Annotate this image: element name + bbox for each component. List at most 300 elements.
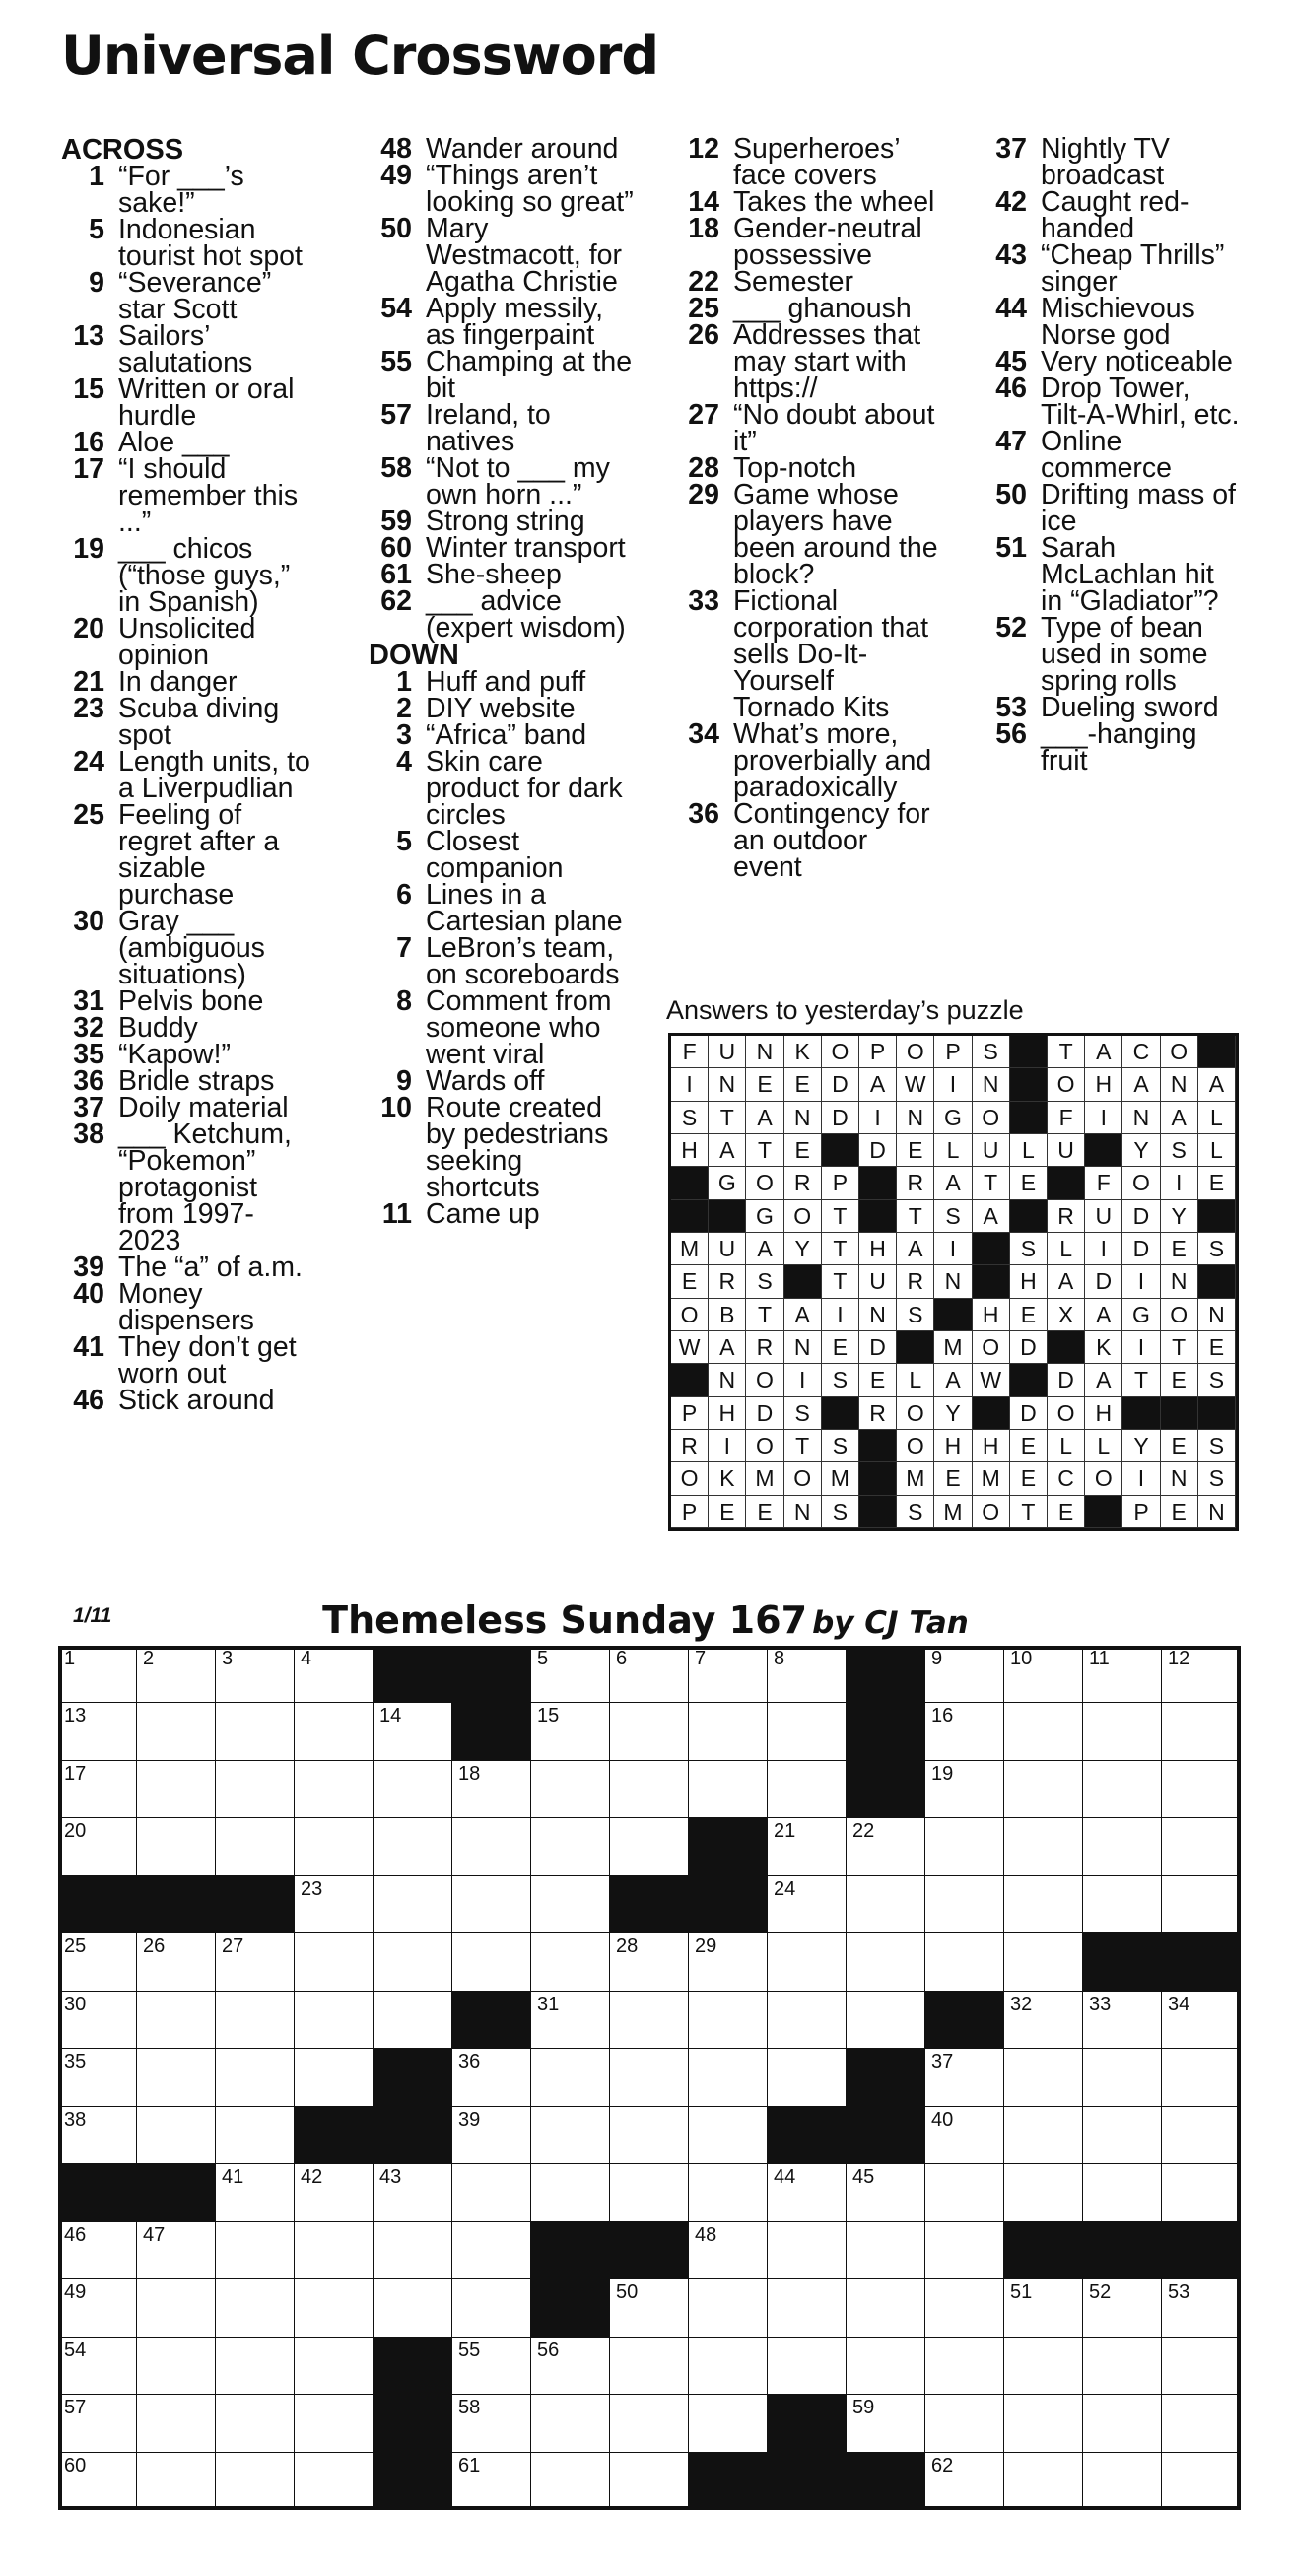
- clue-number: 56: [995, 718, 1027, 750]
- grid-cell[interactable]: [847, 1876, 925, 1933]
- grid-cell[interactable]: [216, 1703, 295, 1760]
- answer-letter: P: [859, 1036, 897, 1068]
- grid-cell[interactable]: [58, 2338, 137, 2395]
- clue-number: 37: [73, 1092, 104, 1123]
- grid-cell[interactable]: [58, 2395, 137, 2452]
- clue-text: She-sheep: [426, 559, 562, 590]
- grid-cell[interactable]: [1083, 1761, 1162, 1818]
- grid-cell[interactable]: [1004, 1818, 1083, 1875]
- clue-number: 17: [73, 453, 104, 485]
- grid-cell[interactable]: [295, 2222, 374, 2279]
- black-square: [610, 2222, 689, 2279]
- grid-cell[interactable]: [610, 2164, 689, 2221]
- cell-number: 30: [64, 1993, 87, 2015]
- cell-number: 6: [616, 1648, 628, 1669]
- clue-text: “I should remember this ...”: [118, 453, 299, 538]
- clue-item: [369, 1198, 635, 1230]
- clue-number: 31: [73, 985, 104, 1017]
- clue-item: [369, 1092, 635, 1203]
- grid-cell[interactable]: [452, 2049, 531, 2106]
- grid-cell[interactable]: [531, 1646, 610, 1703]
- answer-letter: G: [746, 1200, 783, 1233]
- answer-letter: E: [784, 1134, 822, 1167]
- clue-item: [61, 1254, 312, 1281]
- grid-cell[interactable]: [58, 1992, 137, 2049]
- grid-cell[interactable]: [689, 1761, 768, 1818]
- grid-cell[interactable]: [610, 1933, 689, 1991]
- grid-cell[interactable]: [925, 1761, 1004, 1818]
- cell-number: 32: [1010, 1993, 1033, 2015]
- cell-number: 35: [64, 2051, 87, 2073]
- grid-cell[interactable]: [452, 2338, 531, 2395]
- grid-cell[interactable]: [1004, 1933, 1083, 1991]
- grid-cell[interactable]: [531, 1992, 610, 2049]
- grid-cell[interactable]: [531, 1933, 610, 1991]
- clue-number: 51: [995, 532, 1027, 564]
- grid-cell[interactable]: [216, 2453, 295, 2510]
- answer-black-square: [1161, 1397, 1198, 1430]
- grid-cell[interactable]: [374, 1761, 452, 1818]
- grid-cell[interactable]: [452, 2453, 531, 2510]
- grid-cell[interactable]: [295, 1876, 374, 1933]
- grid-cell[interactable]: [137, 1703, 216, 1760]
- grid-cell[interactable]: [216, 2279, 295, 2337]
- grid-cell[interactable]: [295, 2279, 374, 2337]
- answer-letter: Y: [784, 1233, 822, 1265]
- grid-cell[interactable]: [452, 2107, 531, 2164]
- grid-cell[interactable]: [531, 2453, 610, 2510]
- grid-cell[interactable]: [689, 1933, 768, 1991]
- grid-cell[interactable]: [216, 1992, 295, 2049]
- grid-cell[interactable]: [1004, 2279, 1083, 2337]
- answer-letter: D: [822, 1102, 859, 1134]
- grid-cell[interactable]: [1162, 2164, 1241, 2221]
- answer-black-square: [1122, 1397, 1160, 1430]
- grid-cell[interactable]: [1162, 2395, 1241, 2452]
- answer-letter: H: [1010, 1265, 1048, 1298]
- grid-cell[interactable]: [1004, 2453, 1083, 2510]
- clue-text: Online commerce: [1041, 426, 1173, 484]
- grid-cell[interactable]: [925, 1933, 1004, 1991]
- page-title: Universal Crossword: [61, 25, 659, 87]
- grid-cell[interactable]: [768, 1876, 847, 1933]
- clue-text: Route created by pedestrians seeking shortcuts: [426, 1092, 609, 1203]
- grid-cell[interactable]: [768, 1992, 847, 2049]
- grid-cell[interactable]: [925, 1703, 1004, 1760]
- answer-letter: T: [1161, 1331, 1198, 1364]
- answer-black-square: [1198, 1397, 1236, 1430]
- clue-column-4: [984, 133, 1242, 777]
- grid-cell[interactable]: [216, 1818, 295, 1875]
- grid-cell[interactable]: [847, 2164, 925, 2221]
- grid-cell[interactable]: [374, 1703, 452, 1760]
- grid-cell[interactable]: [1083, 2453, 1162, 2510]
- clue-item: [369, 133, 635, 165]
- answer-letter: N: [784, 1331, 822, 1364]
- grid-cell[interactable]: [58, 1761, 137, 1818]
- grid-cell[interactable]: [610, 2049, 689, 2106]
- grid-cell[interactable]: [137, 1646, 216, 1703]
- grid-cell[interactable]: [137, 2049, 216, 2106]
- grid-cell[interactable]: [374, 1933, 452, 1991]
- answer-black-square: [1198, 1036, 1236, 1068]
- grid-cell[interactable]: [531, 2164, 610, 2221]
- clue-item: [676, 213, 942, 271]
- grid-cell[interactable]: [452, 1818, 531, 1875]
- grid-cell[interactable]: [295, 2453, 374, 2510]
- grid-cell[interactable]: [295, 2049, 374, 2106]
- answer-letter: N: [784, 1496, 822, 1528]
- grid-cell[interactable]: [1004, 1992, 1083, 2049]
- clue-item: [61, 1121, 312, 1254]
- grid-cell[interactable]: [295, 2395, 374, 2452]
- grid-cell[interactable]: [925, 2049, 1004, 2106]
- grid-cell[interactable]: [1083, 1992, 1162, 2049]
- grid-cell[interactable]: [1083, 2338, 1162, 2395]
- grid-cell[interactable]: [610, 1761, 689, 1818]
- grid-cell[interactable]: [1083, 1818, 1162, 1875]
- grid-cell[interactable]: [925, 1646, 1004, 1703]
- grid-cell[interactable]: [1004, 2107, 1083, 2164]
- clue-text: In danger: [118, 666, 238, 698]
- clue-item: [61, 693, 312, 751]
- clue-text: Winter transport: [426, 532, 626, 564]
- grid-cell[interactable]: [925, 2279, 1004, 2337]
- grid-cell[interactable]: [1083, 2107, 1162, 2164]
- grid-cell[interactable]: [137, 2338, 216, 2395]
- grid-cell[interactable]: [531, 2338, 610, 2395]
- grid-cell[interactable]: [1162, 2338, 1241, 2395]
- grid-cell[interactable]: [374, 1818, 452, 1875]
- grid-cell[interactable]: [610, 1703, 689, 1760]
- grid-cell[interactable]: [58, 1646, 137, 1703]
- grid-cell[interactable]: [689, 2395, 768, 2452]
- grid-cell[interactable]: [58, 2107, 137, 2164]
- grid-cell[interactable]: [531, 1703, 610, 1760]
- grid-cell[interactable]: [610, 2453, 689, 2510]
- grid-cell[interactable]: [452, 1933, 531, 1991]
- grid-cell[interactable]: [295, 1761, 374, 1818]
- grid-cell[interactable]: [689, 2164, 768, 2221]
- clue-number: 3: [396, 719, 412, 751]
- answer-letter: D: [859, 1331, 897, 1364]
- grid-cell[interactable]: [925, 2107, 1004, 2164]
- grid-cell[interactable]: [768, 1933, 847, 1991]
- grid-cell[interactable]: [374, 2222, 452, 2279]
- grid-cell[interactable]: [847, 2338, 925, 2395]
- grid-cell[interactable]: [1004, 1646, 1083, 1703]
- grid-cell[interactable]: [925, 2164, 1004, 2221]
- clue-number: 38: [73, 1119, 104, 1150]
- grid-cell[interactable]: [689, 2222, 768, 2279]
- grid-cell[interactable]: [1083, 1646, 1162, 1703]
- grid-cell[interactable]: [1162, 1761, 1241, 1818]
- grid-cell[interactable]: [768, 1646, 847, 1703]
- clue-item: [61, 453, 312, 538]
- grid-cell[interactable]: [610, 2395, 689, 2452]
- grid-cell[interactable]: [531, 2395, 610, 2452]
- grid-cell[interactable]: [689, 2279, 768, 2337]
- answer-letter: U: [1048, 1134, 1085, 1167]
- clue-item: [984, 346, 1242, 377]
- answer-letter: I: [709, 1430, 746, 1462]
- grid-cell[interactable]: [768, 2279, 847, 2337]
- clue-item: [369, 826, 635, 884]
- grid-cell[interactable]: [295, 2164, 374, 2221]
- grid-cell[interactable]: [925, 2395, 1004, 2452]
- grid-cell[interactable]: [925, 2222, 1004, 2279]
- clue-text: Skin care product for dark circles: [426, 746, 623, 831]
- grid-cell[interactable]: [610, 2279, 689, 2337]
- grid-cell[interactable]: [137, 2395, 216, 2452]
- grid-cell[interactable]: [137, 2453, 216, 2510]
- grid-cell[interactable]: [58, 1703, 137, 1760]
- grid-cell[interactable]: [216, 1646, 295, 1703]
- grid-cell[interactable]: [768, 2049, 847, 2106]
- grid-cell[interactable]: [452, 1876, 531, 1933]
- grid-cell[interactable]: [847, 1933, 925, 1991]
- grid-cell[interactable]: [137, 1992, 216, 2049]
- grid-cell[interactable]: [295, 1646, 374, 1703]
- grid-cell[interactable]: [374, 1992, 452, 2049]
- grid-cell[interactable]: [847, 2279, 925, 2337]
- grid-cell[interactable]: [1162, 1992, 1241, 2049]
- answer-letter: O: [746, 1167, 783, 1199]
- grid-cell[interactable]: [452, 2164, 531, 2221]
- answer-letter: L: [897, 1364, 934, 1396]
- clue-number: 10: [380, 1092, 412, 1123]
- grid-cell[interactable]: [1004, 1761, 1083, 1818]
- grid-cell[interactable]: [1162, 1703, 1241, 1760]
- grid-cell[interactable]: [1083, 2164, 1162, 2221]
- grid-cell[interactable]: [768, 1818, 847, 1875]
- grid-cell[interactable]: [58, 1933, 137, 1991]
- clue-text: Mischievous Norse god: [1041, 293, 1195, 351]
- clue-text: ___ advice (expert wisdom): [426, 585, 626, 644]
- grid-cell[interactable]: [1083, 1703, 1162, 1760]
- grid-cell[interactable]: [531, 2049, 610, 2106]
- black-square: [847, 2107, 925, 2164]
- grid-cell[interactable]: [925, 1818, 1004, 1875]
- grid-cell[interactable]: [1083, 1876, 1162, 1933]
- clue-number: 57: [380, 399, 412, 431]
- clue-text: Top-notch: [733, 452, 857, 484]
- clue-number: 1: [89, 161, 104, 192]
- grid-cell[interactable]: [1004, 2049, 1083, 2106]
- grid-cell[interactable]: [137, 1818, 216, 1875]
- grid-cell[interactable]: [689, 2107, 768, 2164]
- answer-letter: G: [934, 1102, 972, 1134]
- grid-cell[interactable]: [58, 2279, 137, 2337]
- grid-cell[interactable]: [925, 1876, 1004, 1933]
- grid-cell[interactable]: [374, 2279, 452, 2337]
- answer-letter: O: [784, 1200, 822, 1233]
- grid-cell[interactable]: [1162, 2453, 1241, 2510]
- grid-cell[interactable]: [137, 1933, 216, 1991]
- down-heading: DOWN: [369, 640, 459, 671]
- answer-letter: O: [897, 1397, 934, 1430]
- answer-letter: H: [859, 1233, 897, 1265]
- grid-cell[interactable]: [847, 1818, 925, 1875]
- grid-cell[interactable]: [531, 1761, 610, 1818]
- grid-cell[interactable]: [847, 2222, 925, 2279]
- puzzle-date: 1/11: [73, 1604, 112, 1627]
- answer-black-square: [973, 1397, 1010, 1430]
- grid-cell[interactable]: [216, 2107, 295, 2164]
- clue-item: [61, 373, 312, 432]
- cell-number: 38: [64, 2108, 87, 2131]
- clue-number: 34: [688, 718, 719, 750]
- answer-letter: M: [934, 1331, 972, 1364]
- grid-cell[interactable]: [295, 1933, 374, 1991]
- clue-number: 25: [688, 293, 719, 324]
- grid-cell[interactable]: [1004, 1703, 1083, 1760]
- grid-cell[interactable]: [1083, 2279, 1162, 2337]
- grid-cell[interactable]: [1162, 1646, 1241, 1703]
- answer-letter: O: [973, 1331, 1010, 1364]
- grid-cell[interactable]: [452, 1761, 531, 1818]
- answer-letter: E: [1010, 1167, 1048, 1199]
- grid-cell[interactable]: [452, 2222, 531, 2279]
- clue-text: Game whose players have been around the block?: [733, 479, 938, 590]
- answer-letter: O: [1085, 1462, 1122, 1495]
- grid-cell[interactable]: [58, 2222, 137, 2279]
- grid-cell[interactable]: [137, 2222, 216, 2279]
- grid-cell[interactable]: [216, 2164, 295, 2221]
- answer-letter: F: [1085, 1167, 1122, 1199]
- clue-item: [369, 559, 635, 590]
- answer-letter: I: [934, 1233, 972, 1265]
- grid-cell[interactable]: [1162, 1876, 1241, 1933]
- grid-cell[interactable]: [847, 2395, 925, 2452]
- grid-cell[interactable]: [137, 2279, 216, 2337]
- grid-cell[interactable]: [531, 1876, 610, 1933]
- grid-cell[interactable]: [374, 1876, 452, 1933]
- cell-number: 37: [931, 2051, 954, 2073]
- grid-cell[interactable]: [295, 1818, 374, 1875]
- answer-letter: S: [822, 1430, 859, 1462]
- cell-number: 33: [1089, 1993, 1112, 2015]
- clue-number: 43: [995, 239, 1027, 271]
- answer-letter: W: [897, 1068, 934, 1101]
- black-square: [374, 2453, 452, 2510]
- clue-text: Aloe ___: [118, 427, 230, 458]
- clue-text: Champing at the bit: [426, 346, 633, 404]
- grid-cell[interactable]: [768, 2338, 847, 2395]
- grid-cell[interactable]: [610, 1818, 689, 1875]
- clue-text: Lines in a Cartesian plane: [426, 879, 623, 937]
- answer-letter: D: [746, 1397, 783, 1430]
- grid-cell[interactable]: [768, 1761, 847, 1818]
- black-square: [137, 2164, 216, 2221]
- answer-letter: A: [746, 1233, 783, 1265]
- answer-letter: T: [784, 1430, 822, 1462]
- grid-cell[interactable]: [689, 2049, 768, 2106]
- grid-cell[interactable]: [216, 1933, 295, 1991]
- grid-cell[interactable]: [295, 1992, 374, 2049]
- clue-item: [369, 932, 635, 990]
- clue-item: [984, 375, 1242, 429]
- answer-letter: O: [1048, 1397, 1085, 1430]
- grid-cell[interactable]: [58, 2453, 137, 2510]
- grid-cell[interactable]: [610, 1992, 689, 2049]
- grid-cell[interactable]: [531, 1818, 610, 1875]
- grid-cell[interactable]: [137, 1761, 216, 1818]
- grid-cell[interactable]: [610, 2338, 689, 2395]
- grid-cell[interactable]: [689, 2338, 768, 2395]
- grid-cell[interactable]: [768, 2164, 847, 2221]
- grid-cell[interactable]: [689, 1703, 768, 1760]
- black-square: [1004, 2222, 1083, 2279]
- grid-cell[interactable]: [216, 2338, 295, 2395]
- clue-number: 16: [73, 427, 104, 458]
- grid-cell[interactable]: [768, 1703, 847, 1760]
- grid-cell[interactable]: [1083, 2049, 1162, 2106]
- answer-letter: T: [822, 1233, 859, 1265]
- grid-cell[interactable]: [216, 2395, 295, 2452]
- answer-letter: E: [709, 1496, 746, 1528]
- grid-cell[interactable]: [1162, 1818, 1241, 1875]
- grid-cell[interactable]: [374, 2164, 452, 2221]
- cell-number: 15: [537, 1705, 560, 1728]
- grid-cell[interactable]: [295, 2338, 374, 2395]
- grid-cell[interactable]: [689, 1646, 768, 1703]
- grid-cell[interactable]: [452, 2279, 531, 2337]
- grid-cell[interactable]: [1004, 2395, 1083, 2452]
- grid-cell[interactable]: [689, 1992, 768, 2049]
- grid-cell[interactable]: [1083, 2395, 1162, 2452]
- grid-cell[interactable]: [925, 2338, 1004, 2395]
- clue-item: [369, 213, 635, 298]
- grid-cell[interactable]: [768, 2222, 847, 2279]
- answer-letter: S: [746, 1265, 783, 1298]
- black-square: [374, 2338, 452, 2395]
- clue-item: [369, 585, 635, 644]
- clue-text: Length units, to a Liverpudlian: [118, 746, 310, 804]
- grid-cell[interactable]: [1162, 2107, 1241, 2164]
- grid-cell[interactable]: [295, 1703, 374, 1760]
- clue-text: Dueling sword: [1041, 692, 1219, 723]
- grid-cell[interactable]: [216, 2222, 295, 2279]
- answer-letter: N: [859, 1299, 897, 1331]
- clue-item: [61, 427, 312, 458]
- grid-cell[interactable]: [610, 1646, 689, 1703]
- answer-letter: C: [1048, 1462, 1085, 1495]
- grid-cell[interactable]: [1004, 2338, 1083, 2395]
- grid-cell[interactable]: [58, 2049, 137, 2106]
- clue-number: 12: [688, 133, 719, 165]
- grid-cell[interactable]: [925, 2453, 1004, 2510]
- grid-cell[interactable]: [452, 2395, 531, 2452]
- grid-cell[interactable]: [58, 1818, 137, 1875]
- grid-cell[interactable]: [1004, 1876, 1083, 1933]
- grid-cell[interactable]: [216, 1761, 295, 1818]
- answer-letter: D: [1122, 1233, 1160, 1265]
- grid-cell[interactable]: [847, 1992, 925, 2049]
- answer-black-square: [859, 1462, 897, 1495]
- grid-cell[interactable]: [1162, 2049, 1241, 2106]
- clue-text: Drop Tower, Tilt-A-Whirl, etc.: [1041, 373, 1240, 431]
- grid-cell[interactable]: [531, 2107, 610, 2164]
- clue-item: [61, 533, 312, 618]
- answer-black-square: [822, 1134, 859, 1167]
- grid-cell[interactable]: [610, 2107, 689, 2164]
- grid-cell[interactable]: [137, 2107, 216, 2164]
- cell-number: 42: [301, 2166, 323, 2189]
- grid-cell[interactable]: [1004, 2164, 1083, 2221]
- grid-cell[interactable]: [1162, 2279, 1241, 2337]
- grid-cell[interactable]: [216, 2049, 295, 2106]
